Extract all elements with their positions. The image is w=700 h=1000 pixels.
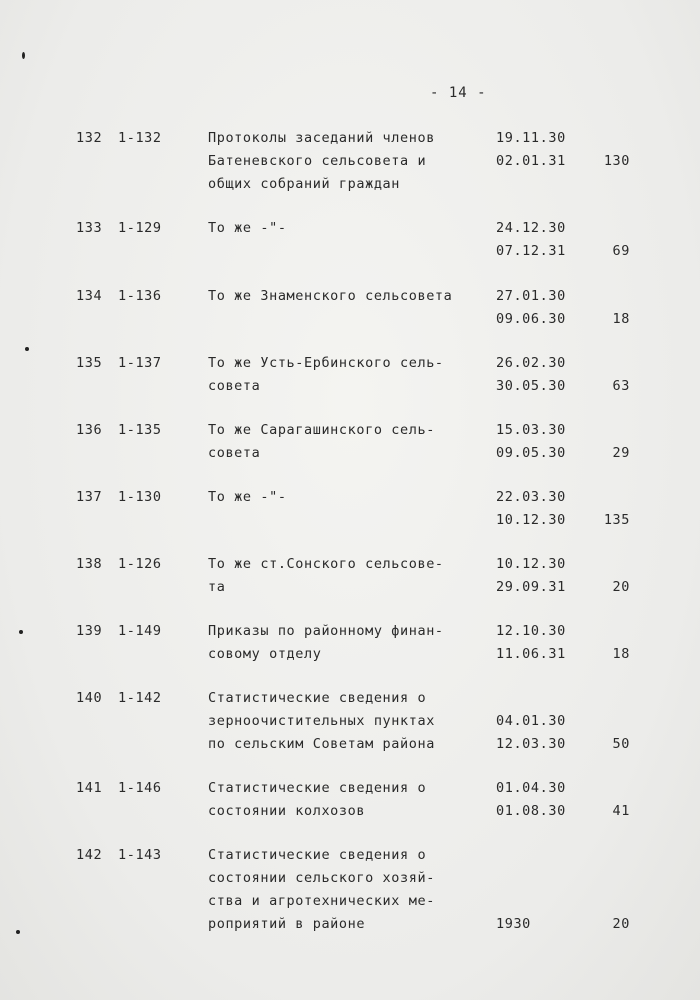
- record-title-line: То же Сарагашинского сель-: [208, 422, 435, 438]
- record-number: 141: [76, 780, 103, 796]
- record-title-line: общих собраний граждан: [208, 176, 401, 192]
- record-date-start: 12.10.30: [496, 623, 566, 639]
- record-date-end: 12.03.30: [496, 736, 566, 752]
- record-number: 142: [76, 847, 103, 863]
- scan-speck: [25, 347, 29, 351]
- record-date-start: 24.12.30: [496, 220, 566, 236]
- record-number: 140: [76, 690, 103, 706]
- record-number: 138: [76, 556, 103, 572]
- record-title-line: Приказы по районному финан-: [208, 623, 444, 639]
- record-code: 1-136: [118, 288, 162, 304]
- record-number: 134: [76, 288, 103, 304]
- record-date-start: 27.01.30: [496, 288, 566, 304]
- record-title-line: ства и агротехнических ме-: [208, 893, 435, 909]
- record-number: 139: [76, 623, 103, 639]
- record-code: 1-130: [118, 489, 162, 505]
- record-code: 1-137: [118, 355, 162, 371]
- record-number: 135: [76, 355, 103, 371]
- record-title-line: То же Знаменского сельсовета: [208, 288, 453, 304]
- scan-speck: [19, 630, 23, 634]
- record-sheets: 20: [612, 579, 630, 595]
- record-date-end: 30.05.30: [496, 378, 566, 394]
- record-title-line: роприятий в районе: [208, 916, 366, 932]
- record-sheets: 18: [612, 646, 630, 662]
- record-code: 1-142: [118, 690, 162, 706]
- record-title-line: Батеневского сельсовета и: [208, 153, 427, 169]
- record-title-line: Протоколы заседаний членов: [208, 130, 435, 146]
- record-code: 1-146: [118, 780, 162, 796]
- record-title-line: состоянии сельского хозяй-: [208, 870, 435, 886]
- record-date-start: 19.11.30: [496, 130, 566, 146]
- record-title-line: То же -"-: [208, 489, 287, 505]
- record-title-line: совому отделу: [208, 646, 322, 662]
- record-date-start: 15.03.30: [496, 422, 566, 438]
- record-date-start: 10.12.30: [496, 556, 566, 572]
- record-sheets: 50: [612, 736, 630, 752]
- record-number: 136: [76, 422, 103, 438]
- record-title-line: состоянии колхозов: [208, 803, 366, 819]
- record-title-line: То же ст.Сонского сельсове-: [208, 556, 444, 572]
- record-date-end: 10.12.30: [496, 512, 566, 528]
- record-sheets: 18: [612, 311, 630, 327]
- record-date-start: 22.03.30: [496, 489, 566, 505]
- record-sheets: 130: [603, 153, 630, 169]
- record-code: 1-129: [118, 220, 162, 236]
- record-code: 1-143: [118, 847, 162, 863]
- record-sheets: 41: [612, 803, 630, 819]
- scan-speck: [22, 52, 25, 59]
- record-date-start: 26.02.30: [496, 355, 566, 371]
- record-title-line: То же -"-: [208, 220, 287, 236]
- record-date-start: 04.01.30: [496, 713, 566, 729]
- record-number: 137: [76, 489, 103, 505]
- record-code: 1-126: [118, 556, 162, 572]
- record-title-line: совета: [208, 445, 261, 461]
- record-title-line: Статистические сведения о: [208, 847, 427, 863]
- record-sheets: 135: [603, 512, 630, 528]
- record-number: 132: [76, 130, 103, 146]
- record-title-line: та: [208, 579, 226, 595]
- record-code: 1-135: [118, 422, 162, 438]
- record-date-end: 09.05.30: [496, 445, 566, 461]
- record-code: 1-149: [118, 623, 162, 639]
- record-date-end: 07.12.31: [496, 243, 566, 259]
- record-sheets: 63: [612, 378, 630, 394]
- record-sheets: 29: [612, 445, 630, 461]
- record-number: 133: [76, 220, 103, 236]
- record-title-line: совета: [208, 378, 261, 394]
- record-date-end: 02.01.31: [496, 153, 566, 169]
- record-date-end: 29.09.31: [496, 579, 566, 595]
- record-date-start: 01.04.30: [496, 780, 566, 796]
- record-title-line: по сельским Советам района: [208, 736, 435, 752]
- record-date-year: 1930: [496, 916, 531, 932]
- page-number: - 14 -: [430, 85, 487, 101]
- record-date-end: 01.08.30: [496, 803, 566, 819]
- record-date-end: 11.06.31: [496, 646, 566, 662]
- record-title-line: зерноочистительных пунктах: [208, 713, 435, 729]
- record-date-end: 09.06.30: [496, 311, 566, 327]
- record-sheets: 20: [612, 916, 630, 932]
- record-title-line: То же Усть-Ербинского сель-: [208, 355, 444, 371]
- record-title-line: Статистические сведения о: [208, 690, 427, 706]
- scan-speck: [16, 930, 20, 934]
- record-title-line: Статистические сведения о: [208, 780, 427, 796]
- record-sheets: 69: [612, 243, 630, 259]
- record-code: 1-132: [118, 130, 162, 146]
